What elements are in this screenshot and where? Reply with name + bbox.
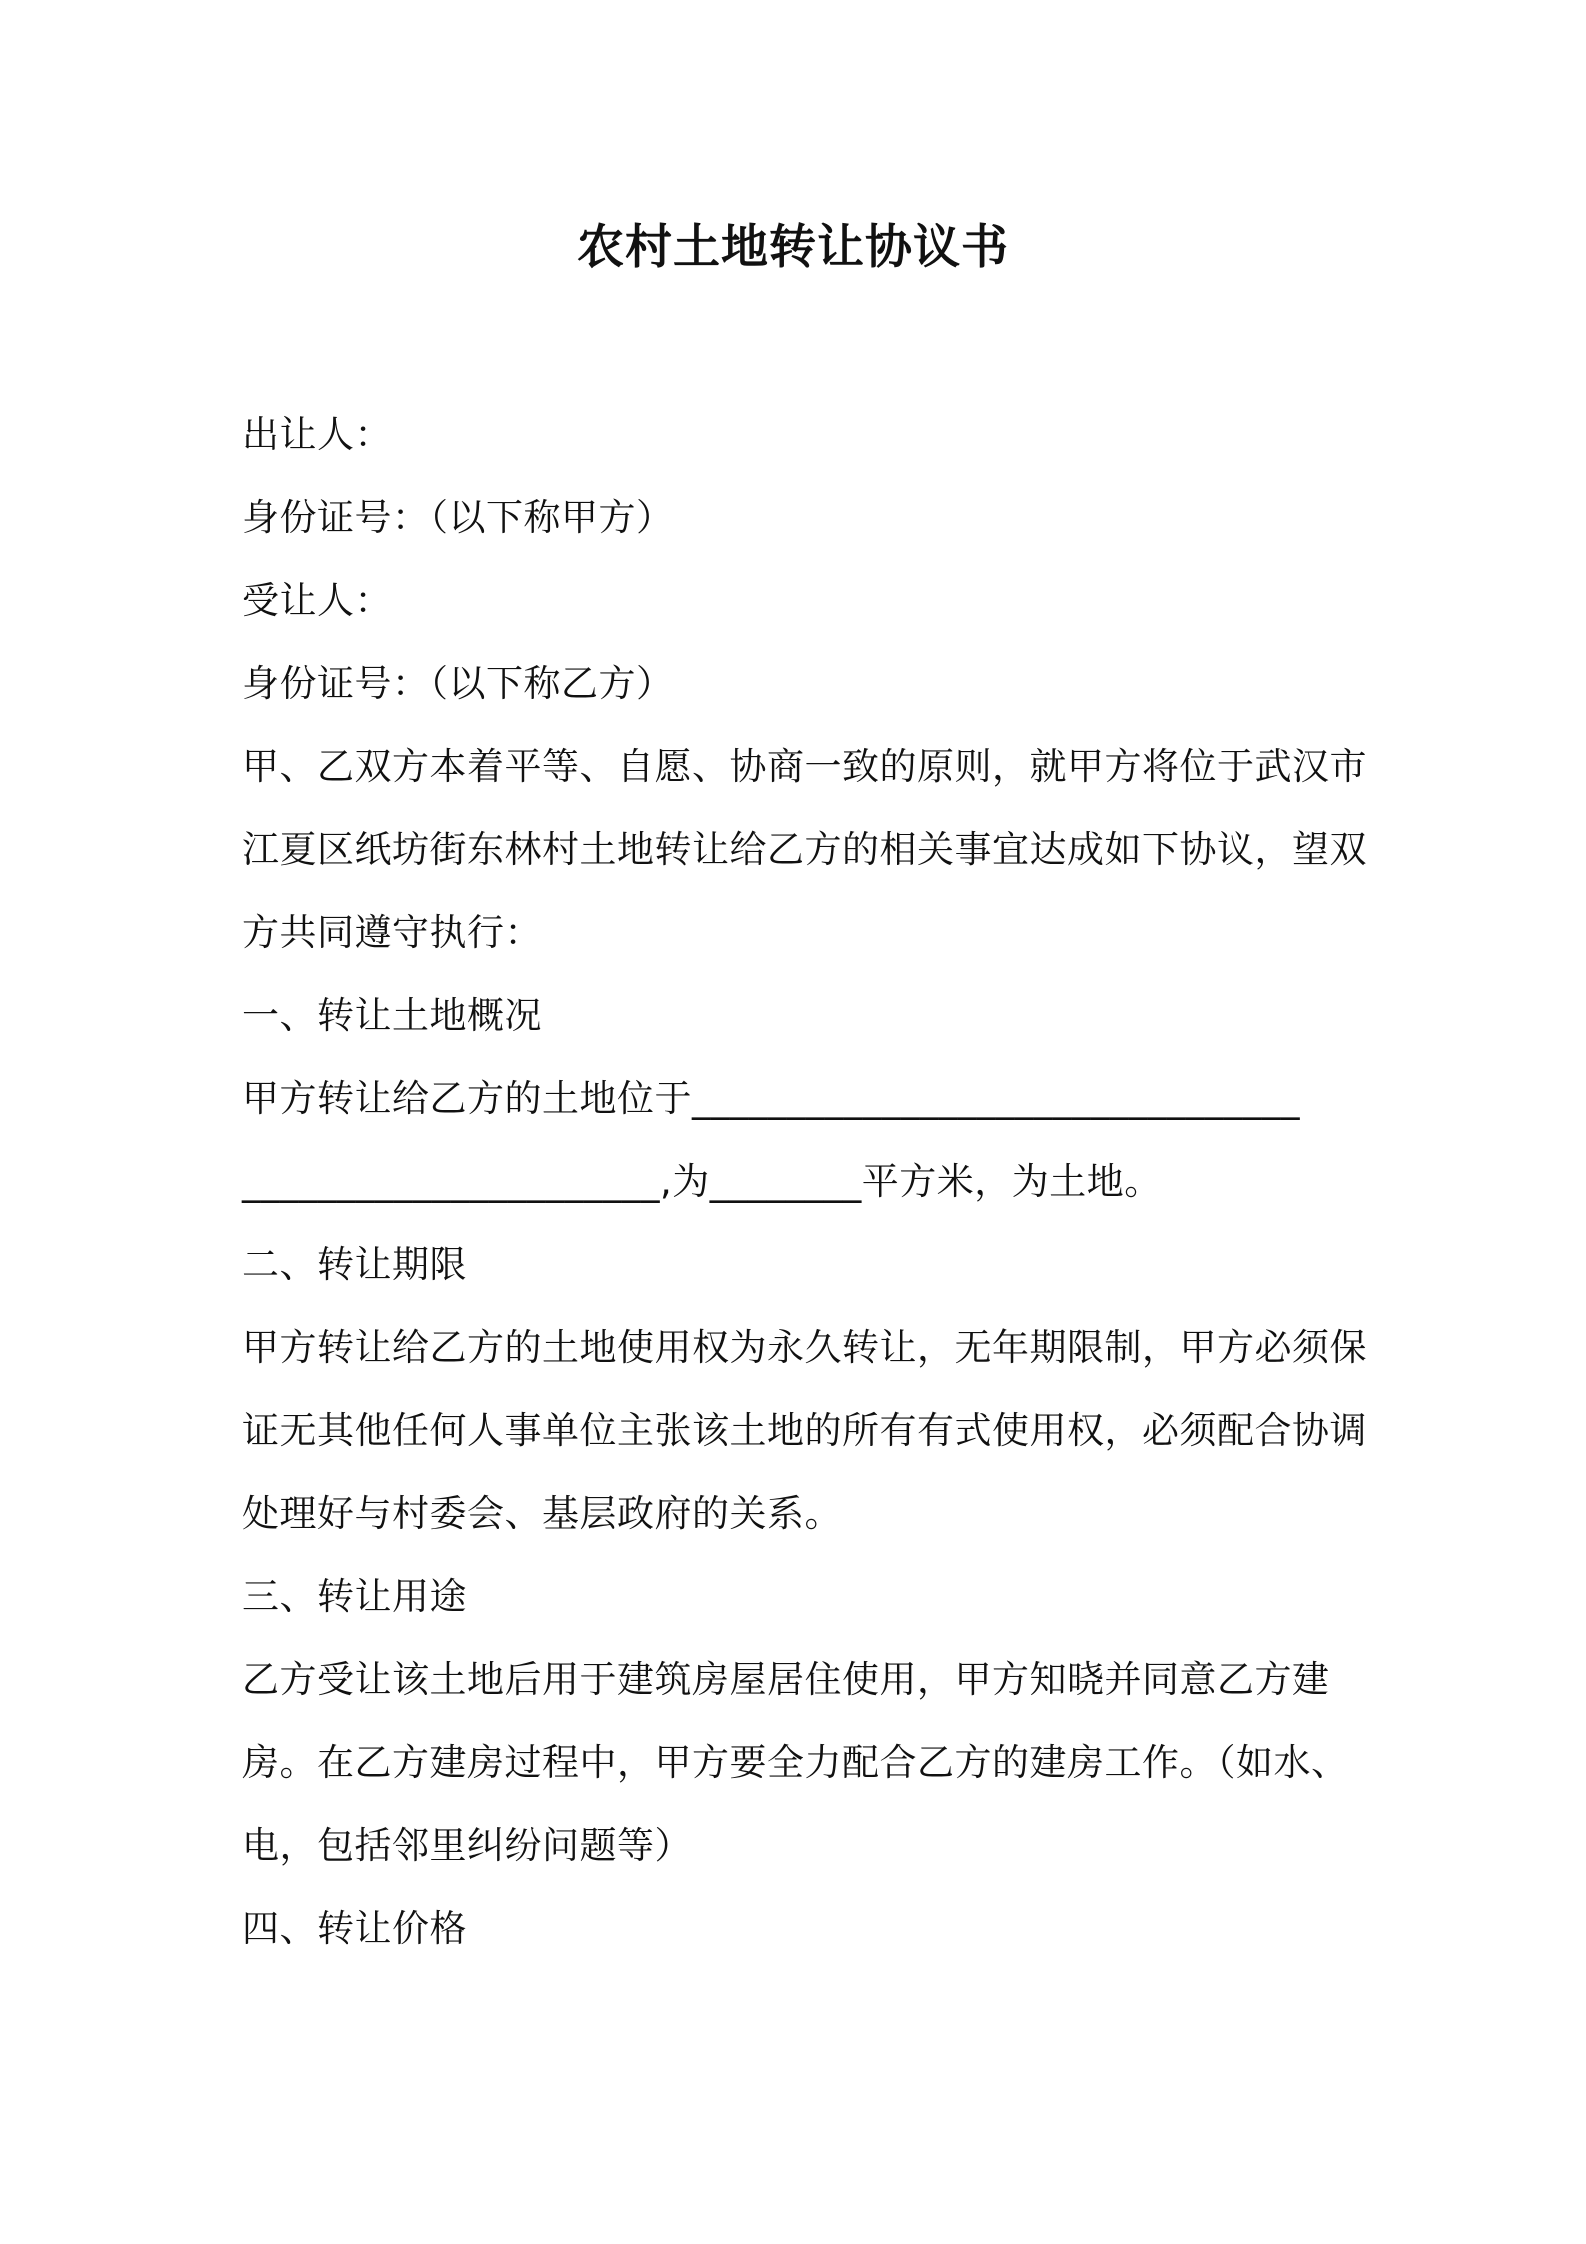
use-line-1: 乙方受让该土地后用于建筑房屋居住使用，甲方知晓并同意乙方建 — [242, 1658, 1330, 1701]
term-line-3: 处理好与村委会、基层政府的关系。 — [242, 1492, 842, 1535]
section-heading-2: 二、转让期限 — [242, 1243, 467, 1286]
section-heading-3: 三、转让用途 — [242, 1575, 467, 1618]
document-title: 农村土地转让协议书 — [577, 220, 1009, 275]
use-line-2: 房。在乙方建房过程中，甲方要全力配合乙方的建房工作。（如水、 — [242, 1741, 1349, 1784]
preamble-line-3: 方共同遵守执行： — [242, 911, 542, 954]
section-heading-1: 一、转让土地概况 — [242, 994, 542, 1037]
land-area-line: ______________________,为________平方米，为土地。 — [242, 1160, 1162, 1203]
land-location-line: 甲方转让给乙方的土地位于________________________________ — [242, 1077, 1300, 1120]
transferee-line: 受让人： — [242, 579, 392, 622]
transferor-id-line: 身份证号：（以下称甲方） — [242, 496, 674, 539]
term-line-2: 证无其他任何人事单位主张该土地的所有有式使用权，必须配合协调 — [242, 1409, 1367, 1452]
term-line-1: 甲方转让给乙方的土地使用权为永久转让，无年期限制，甲方必须保 — [242, 1326, 1367, 1369]
transferee-id-line: 身份证号：（以下称乙方） — [242, 662, 674, 705]
use-line-3: 电，包括邻里纠纷问题等） — [242, 1824, 692, 1867]
preamble-line-1: 甲、乙双方本着平等、自愿、协商一致的原则，就甲方将位于武汉市 — [242, 745, 1367, 788]
section-heading-4: 四、转让价格 — [242, 1907, 467, 1950]
transferor-line: 出让人： — [242, 413, 392, 456]
preamble-line-2: 江夏区纸坊街东林村土地转让给乙方的相关事宜达成如下协议，望双 — [242, 828, 1367, 871]
